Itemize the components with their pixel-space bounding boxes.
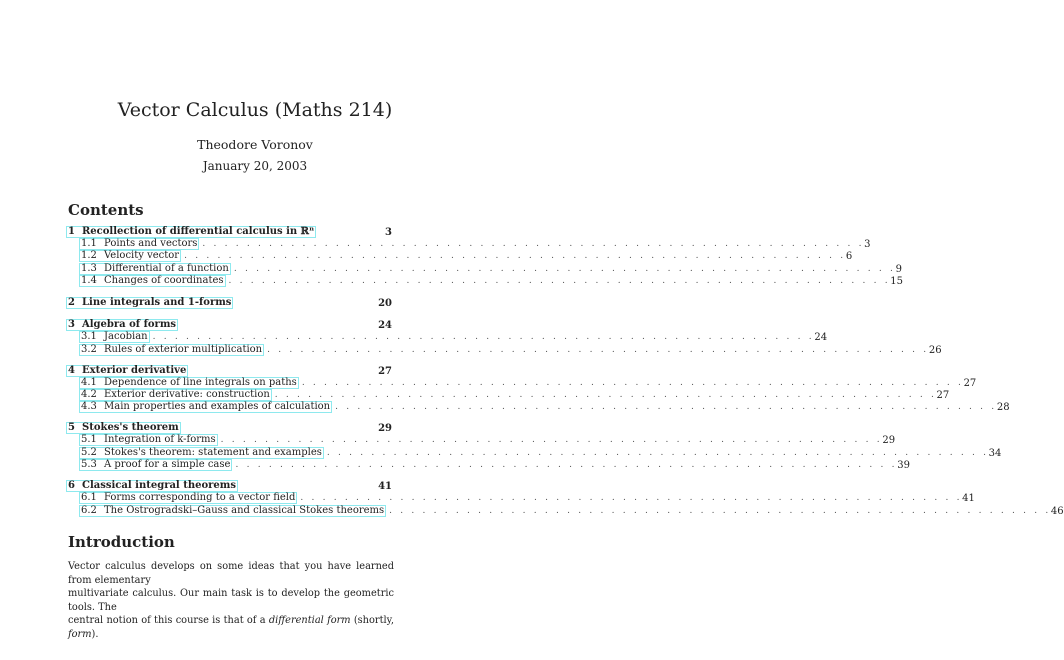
intro-line: multivariate calculus. Our main task is to develop the geometric tools. The — [68, 588, 394, 613]
toc-leader-dots: . . . . . . . . . . . . . . . . . . . . . . . . . . . . . . . . . . . . . . . . . . . . . . . . . . . . . . . . . . . . — [235, 460, 898, 470]
intro-text-segment: (shortly, — [350, 615, 394, 626]
toc-leader-dots: . . . . . . . . . . . . . . . . . . . . . . . . . . . . . . . . . . . . . . . . . . . . . . . . . . . . . . . . . . . . — [326, 448, 989, 458]
toc-section-entry — [66, 319, 392, 331]
toc-link[interactable] — [79, 505, 386, 517]
toc-label: Exterior derivative: construction — [104, 389, 270, 400]
toc-number: 4.1 — [81, 377, 97, 388]
toc-subsection-entry — [66, 505, 1064, 517]
toc-page-number: 39 — [897, 459, 910, 471]
toc-label: Stokes's theorem: statement and examples — [104, 447, 322, 458]
toc-page-number: 27 — [936, 389, 950, 401]
toc-label: A proof for a simple case — [104, 459, 231, 470]
toc-link[interactable] — [66, 226, 316, 238]
toc-leader-dots: . . . . . . . . . . . . . . . . . . . . . . . . . . . . . . . . . . . . . . . . . . . . . . . . . . . . . . . . . . . . — [202, 239, 865, 249]
toc-page-number: 29 — [882, 434, 896, 446]
toc-subsection-entry — [66, 459, 910, 471]
toc-leader-dots: . . . . . . . . . . . . . . . . . . . . . . . . . . . . . . . . . . . . . . . . . . . . . . . . . . . . . . . . . . . . — [233, 264, 896, 274]
toc-label: Classical integral theorems — [82, 480, 236, 491]
toc-subsection-entry — [66, 331, 828, 343]
toc-page-number: 9 — [895, 263, 902, 275]
toc-label: Velocity vector — [104, 250, 180, 261]
toc-page-number: 27 — [378, 365, 392, 377]
toc-number: 5.3 — [81, 459, 97, 470]
toc-label: Changes of coordinates — [104, 275, 224, 286]
toc-subsection-entry — [66, 344, 942, 356]
toc-page-number: 26 — [928, 344, 942, 356]
document-title: Vector Calculus (Maths 214) — [117, 99, 393, 121]
toc-section-entry — [66, 480, 392, 492]
toc-label: Exterior derivative — [82, 365, 187, 376]
toc-link[interactable] — [66, 422, 181, 434]
toc-subsection-entry — [66, 447, 1002, 459]
toc-page-number: 27 — [963, 377, 977, 389]
toc-number: 5.1 — [81, 434, 97, 445]
toc-leader-dots: . . . . . . . . . . . . . . . . . . . . . . . . . . . . . . . . . . . . . . . . . . . . . . . . . . . . . . . . . . . . — [389, 506, 1051, 516]
toc-number: 5.2 — [81, 447, 97, 458]
toc-subsection-entry — [66, 250, 853, 262]
toc-label: Jacobian — [104, 331, 148, 342]
toc-subsection-entry — [66, 389, 950, 401]
toc-link[interactable] — [79, 401, 332, 413]
toc-link[interactable] — [79, 447, 324, 459]
toc-page-number: 24 — [814, 331, 828, 343]
toc-page-number: 41 — [962, 492, 975, 504]
toc-number: 2 — [68, 297, 75, 308]
toc-number: 5 — [68, 422, 75, 433]
toc-link[interactable] — [79, 238, 199, 250]
toc-label: Rules of exterior multiplication — [104, 344, 263, 355]
intro-line: Vector calculus develops on some ideas that you have learned from elementary — [68, 561, 394, 586]
toc-number: 6 — [68, 480, 75, 491]
toc-subsection-entry — [66, 238, 871, 250]
toc-leader-dots: . . . . . . . . . . . . . . . . . . . . . . . . . . . . . . . . . . . . . . . . . . . . . . . . . . . . . . . . . . . . — [335, 402, 997, 412]
introduction-heading: Introduction — [68, 533, 175, 551]
toc-leader-dots: . . . . . . . . . . . . . . . . . . . . . . . . . . . . . . . . . . . . . . . . . . . . . . . . . . . . . . . . . . . . — [184, 251, 846, 261]
toc-number: 4.2 — [81, 389, 97, 400]
toc-label: Recollection of differential calculus in ℝⁿ — [82, 226, 315, 237]
toc-label: Stokes's theorem — [82, 422, 179, 433]
toc-number: 1 — [68, 226, 75, 237]
toc-link[interactable] — [79, 434, 218, 446]
toc-number: 1.2 — [81, 250, 97, 261]
toc-subsection-entry — [66, 401, 1010, 413]
toc-page-number: 29 — [378, 422, 392, 434]
toc-page-number: 34 — [988, 447, 1002, 459]
toc-leader-dots: . . . . . . . . . . . . . . . . . . . . . . . . . . . . . . . . . . . . . . . . . . . . . . . . . . . . . . . . . . . . — [274, 390, 937, 400]
intro-text-segment: central notion of this course is that of a — [68, 615, 269, 626]
toc-leader-dots: . . . . . . . . . . . . . . . . . . . . . . . . . . . . . . . . . . . . . . . . . . . . . . . . . . . . . . . . . . . . — [152, 332, 815, 342]
toc-page-number: 6 — [845, 250, 853, 262]
toc-subsection-entry — [66, 377, 977, 389]
toc-label: The Ostrogradski–Gauss and classical Stokes theorems — [104, 505, 385, 516]
toc-page-number: 3 — [385, 226, 392, 238]
toc-link[interactable] — [66, 365, 188, 377]
toc-number: 4 — [68, 365, 75, 376]
toc-leader-dots: . . . . . . . . . . . . . . . . . . . . . . . . . . . . . . . . . . . . . . . . . . . . . . . . . . . . . . . . . . . . — [301, 378, 964, 388]
introduction-paragraph — [68, 560, 394, 641]
toc-link[interactable] — [79, 250, 181, 262]
toc-page-number: 41 — [378, 480, 392, 492]
toc-link[interactable] — [79, 459, 232, 471]
toc-leader-dots: . . . . . . . . . . . . . . . . . . . . . . . . . . . . . . . . . . . . . . . . . . . . . . . . . . . . . . . . . . . . — [267, 345, 929, 355]
toc-link[interactable] — [79, 263, 231, 275]
emphasis-form: form — [68, 628, 92, 640]
toc-link[interactable] — [79, 389, 272, 401]
toc-section-entry — [66, 297, 392, 309]
toc-link[interactable] — [66, 297, 233, 309]
toc-label: Integration of k-forms — [104, 434, 216, 445]
toc-label: Points and vectors — [104, 238, 198, 249]
toc-link[interactable] — [79, 344, 264, 356]
intro-line — [68, 614, 394, 641]
contents-heading: Contents — [68, 201, 144, 219]
toc-label: Differential of a function — [104, 263, 229, 274]
toc-page-number: 3 — [864, 238, 871, 250]
emphasis-differential-form: differential form — [268, 615, 351, 626]
toc-label: Line integrals and 1-forms — [82, 297, 232, 308]
toc-section-entry — [66, 226, 392, 238]
toc-page-number: 15 — [890, 275, 904, 287]
toc-section-entry — [66, 422, 392, 434]
toc-link[interactable] — [79, 275, 226, 287]
toc-number: 1.3 — [81, 263, 97, 274]
toc-subsection-entry — [66, 275, 904, 287]
toc-number: 1.1 — [81, 238, 97, 249]
document-author: Theodore Voronov — [197, 137, 313, 152]
toc-label: Algebra of forms — [82, 319, 177, 330]
toc-subsection-entry — [66, 492, 975, 504]
toc-label: Main properties and examples of calculation — [104, 401, 331, 412]
toc-leader-dots: . . . . . . . . . . . . . . . . . . . . . . . . . . . . . . . . . . . . . . . . . . . . . . . . . . . . . . . . . . . . — [228, 276, 891, 286]
toc-link[interactable] — [79, 331, 150, 343]
toc-number: 3.1 — [81, 331, 97, 342]
toc-leader-dots: . . . . . . . . . . . . . . . . . . . . . . . . . . . . . . . . . . . . . . . . . . . . . . . . . . . . . . . . . . . . — [300, 493, 963, 503]
document-date: January 20, 2003 — [202, 159, 308, 173]
toc-number: 6.1 — [81, 492, 97, 503]
toc-subsection-entry — [66, 434, 896, 446]
toc-subsection-entry — [66, 263, 902, 275]
toc-link[interactable] — [79, 377, 299, 389]
toc-page-number: 20 — [378, 297, 392, 309]
toc-leader-dots: . . . . . . . . . . . . . . . . . . . . . . . . . . . . . . . . . . . . . . . . . . . . . . . . . . . . . . . . . . . . — [220, 435, 883, 445]
toc-number: 1.4 — [81, 275, 97, 286]
toc-page-number: 28 — [996, 401, 1010, 413]
toc-number: 3.2 — [81, 344, 97, 355]
toc-label: Forms corresponding to a vector field — [104, 492, 296, 503]
toc-number: 4.3 — [81, 401, 97, 412]
intro-text-segment: ). — [91, 628, 99, 640]
toc-page-number: 46 — [1050, 505, 1064, 517]
toc-section-entry — [66, 365, 392, 377]
toc-link[interactable] — [66, 319, 178, 331]
toc-label: Dependence of line integrals on paths — [104, 377, 297, 388]
toc-link[interactable] — [66, 480, 238, 492]
toc-page-number: 24 — [378, 319, 392, 331]
toc-number: 6.2 — [81, 505, 97, 516]
toc-number: 3 — [68, 319, 75, 330]
toc-link[interactable] — [79, 492, 297, 504]
